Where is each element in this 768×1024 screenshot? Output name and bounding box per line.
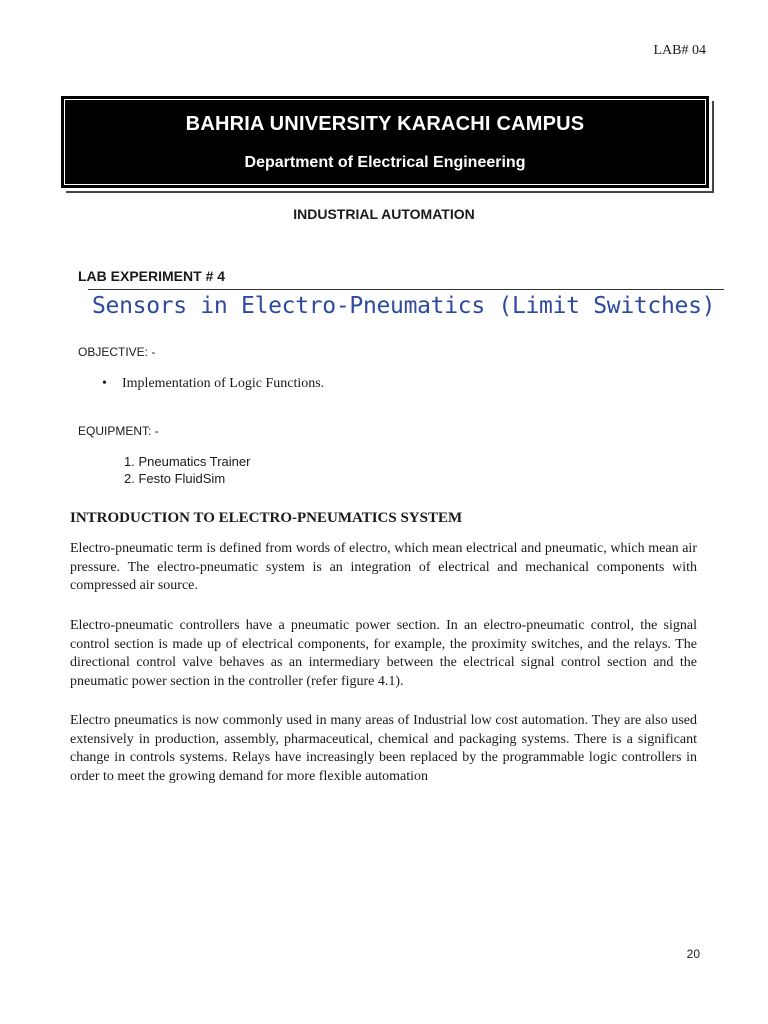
page-number: 20 [686, 947, 700, 961]
experiment-title: Sensors in Electro-Pneumatics (Limit Switches) [92, 293, 716, 319]
objective-text: Implementation of Logic Functions. [122, 376, 325, 391]
equipment-list [124, 453, 250, 487]
course-title: INDUSTRIAL AUTOMATION [293, 206, 475, 222]
introduction-heading: INTRODUCTION TO ELECTRO-PNEUMATICS SYSTEM [70, 510, 463, 526]
experiment-label: LAB EXPERIMENT # 4 [78, 268, 226, 284]
bullet-icon: • [102, 376, 107, 391]
objective-list-item [102, 376, 324, 392]
objective-label: OBJECTIVE: - [78, 345, 156, 359]
introduction-paragraph: Electro-pneumatic controllers have a pneumatic power section. In an electro-pneumatic control, the signal control section is made up of electrical components, for example, the proximity switches, and the relays. The directional control valve behaves as an intermediary between the electrical signal control section and the pneumatic power section in the controller (refer figure 4.1). [70, 618, 697, 689]
equipment-item: 2. Festo FluidSim [124, 471, 226, 486]
introduction-paragraph: Electro pneumatics is now commonly used in many areas of Industrial low cost automation. They are also used extensively in production, assembly, pharmaceutical, chemical and packaging systems. There is a significant change in controls systems. Relays have increasingly been replaced by the programmable logic controllers in order to meet the growing demand for more flexible automation [70, 713, 697, 784]
equipment-label: EQUIPMENT: - [78, 424, 159, 438]
department-name: Department of Electrical Engineering [244, 154, 526, 171]
equipment-item: 1. Pneumatics Trainer [124, 454, 251, 469]
experiment-rule [88, 289, 724, 290]
header-banner [61, 96, 709, 188]
university-name: BAHRIA UNIVERSITY KARACHI CAMPUS [185, 113, 585, 135]
lab-number: LAB# 04 [653, 43, 706, 58]
introduction-paragraph: Electro-pneumatic term is defined from words of electro, which mean electrical and pneumatic, which mean air pressure. The electro-pneumatic system is an integration of electrical and mechanical components with compressed air source. [70, 541, 697, 593]
banner-frame [64, 99, 706, 185]
